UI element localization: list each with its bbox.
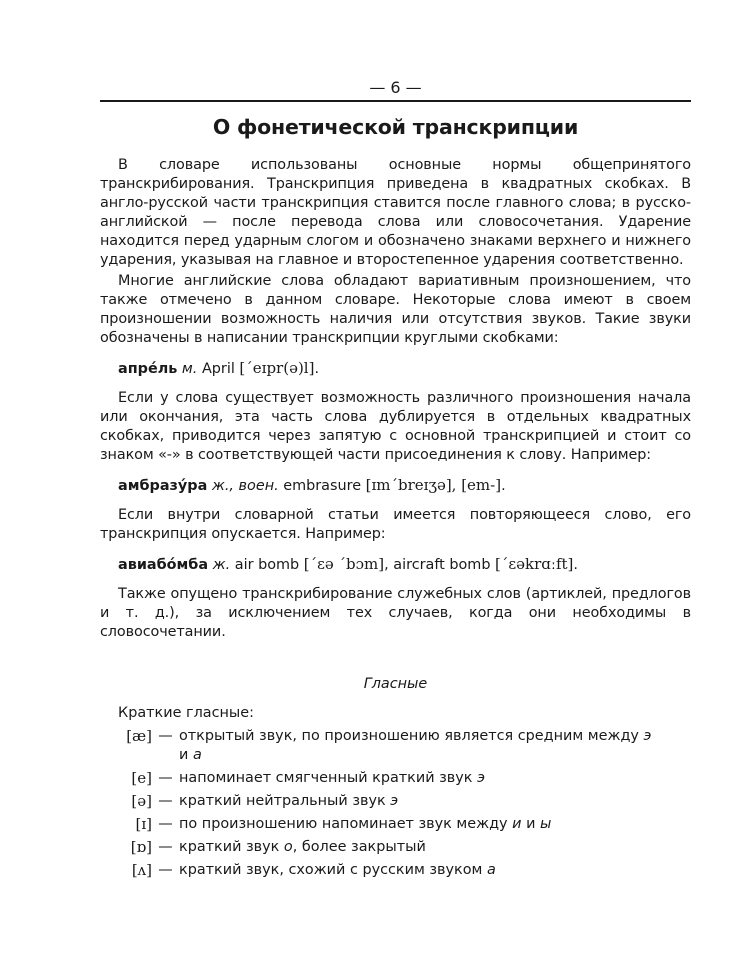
vowel-symbol: [e]: [131, 769, 152, 787]
vowel-text: краткий звук, схожий с русским звуком: [179, 862, 487, 878]
vowel-description: [179, 861, 691, 880]
example-3: [118, 554, 691, 575]
vowel-row: [100, 769, 691, 788]
vowel-text: открытый звук, по произношению является средним между: [179, 728, 644, 744]
example-transcription: [ˊeɪpr(ə)l]: [239, 359, 315, 377]
dash: —: [158, 862, 173, 878]
vowel-symbol: [æ]: [126, 727, 152, 745]
page: [100, 78, 691, 880]
vowel-description: [179, 769, 691, 788]
vowel-row: [100, 838, 691, 857]
vowel-italic: а: [486, 862, 496, 878]
vowel-row: [100, 861, 691, 880]
example-translation: embrasure: [278, 478, 366, 494]
example-translation: air bomb: [230, 557, 304, 573]
vowel-row: [100, 815, 691, 834]
vowel-row: [100, 792, 691, 811]
vowel-text: по произношению напоминает звук между: [179, 816, 513, 832]
vowel-description: [179, 727, 691, 765]
example-headword: амбразу́ра: [118, 478, 208, 494]
example-gram: ж., воен.: [207, 478, 279, 494]
paragraph-5: Также опущено транскрибирование служебных слов (артиклей, предлогов и т. д.), за исключением тех случаев, когда они необходимы в словосочетании.: [100, 586, 691, 640]
example-headword: авиабо́мба: [118, 557, 209, 573]
vowel-symbol: [ɒ]: [130, 838, 152, 856]
example-punct: .: [501, 478, 506, 494]
vowel-symbol: [ə]: [131, 792, 152, 810]
vowel-text: краткий нейтральный звук: [179, 793, 391, 809]
vowel-italic: э: [477, 770, 485, 786]
example-headword: апре́ль: [118, 361, 178, 377]
vowel-italic: о: [283, 839, 293, 855]
vowel-italic-2: а: [192, 747, 202, 763]
vowel-row: [100, 727, 691, 765]
paragraph-3: Если у слова существует возможность различного произношения начала или окончания, эта часть слова дублируется в отдельных квадратных скобках, приводится через запятую с основной транскрипцией и стоит со знаком «-» в соответствующей части присоединения к слову. Например:: [100, 390, 691, 463]
vowel-italic: и: [512, 816, 522, 832]
dash: —: [158, 839, 173, 855]
section-title: Гласные: [363, 676, 428, 692]
vowel-description: [179, 815, 691, 834]
subheading: Краткие гласные:: [118, 705, 254, 721]
example-1: [118, 358, 691, 379]
vowel-text: краткий звук: [179, 839, 284, 855]
vowel-text-mid: и: [179, 747, 193, 763]
vowel-italic: э: [643, 728, 652, 744]
vowel-text-mid: , более закрытый: [292, 839, 426, 855]
example-gram: м.: [177, 361, 198, 377]
vowel-symbol: [ʌ]: [131, 861, 152, 879]
vowel-description: [179, 792, 691, 811]
example-transcription-2: [ˊɛəkrɑːft]: [495, 555, 574, 573]
paragraph-2: Многие английские слова обладают вариативным произношением, что также отмечено в данном словаре. Некоторые слова имеют в своем произношении возможность наличия или отсутствия звуков. Такие звуки обозначены в написании транскрипции круглыми скобками:: [100, 273, 691, 346]
example-transcription: [ɪmˊbreɪʒə], [em-]: [365, 476, 502, 494]
example-punct: .: [314, 361, 320, 377]
vowel-italic: э: [390, 793, 399, 809]
dash: —: [158, 793, 173, 809]
vowel-italic-2: ы: [540, 816, 552, 832]
header-rule: [100, 100, 691, 102]
vowel-symbol: [ɪ]: [135, 815, 152, 833]
example-translation-2: , aircraft bomb: [384, 557, 496, 573]
paragraph-4: Если внутри словарной статьи имеется повторяющееся слово, его транскрипция опускается. Например:: [100, 507, 691, 542]
page-number: — 6 —: [369, 78, 422, 97]
example-translation: April: [197, 361, 240, 377]
example-gram: ж.: [208, 557, 231, 573]
dash: —: [158, 816, 173, 832]
vowel-text: напоминает смягченный краткий звук: [179, 770, 478, 786]
example-punct: .: [573, 557, 578, 573]
dash: —: [158, 770, 173, 786]
example-transcription: [ˊɛə ˊbɔm]: [303, 555, 385, 573]
dash: —: [158, 728, 173, 744]
vowel-text-mid: и: [521, 816, 541, 832]
vowel-description: [179, 838, 691, 857]
example-2: [118, 475, 691, 496]
page-title: О фонетической транскрипции: [212, 115, 579, 139]
paragraph-1: В словаре использованы основные нормы общепринятого транскрибирования. Транскрипция приведена в квадратных скобках. В англо-русской части транскрипция ставится после главного слова; в русско-английской — после перевода слова или словосочетания. Ударение находится перед ударным слогом и обозначено знаками верхнего и нижнего ударения, указывая на главное и второстепенное ударения соответственно.: [100, 157, 691, 268]
